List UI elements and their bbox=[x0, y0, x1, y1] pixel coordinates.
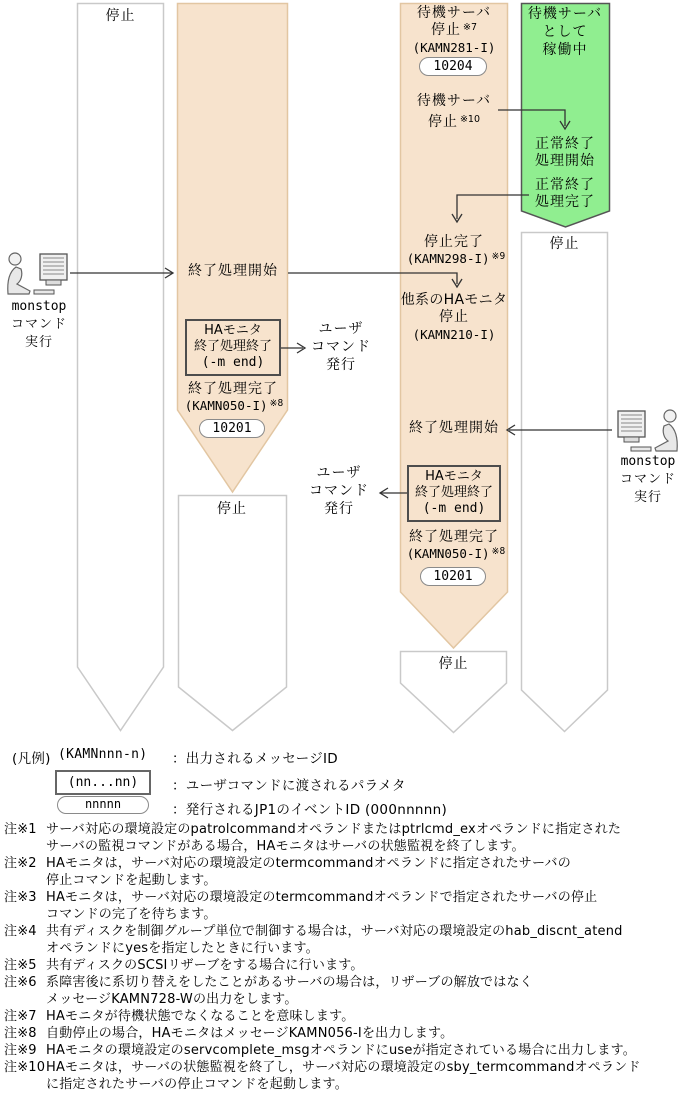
lane1-status: 停止 bbox=[105, 8, 136, 24]
lane3-user-command: ユーザ コマンド 発行 bbox=[309, 465, 369, 517]
note-row: 注※2 HAモニタは，サーバ対応の環境設定のtermcommandオペランドに指定されたサーバの bbox=[4, 856, 571, 871]
note-row: 注※6 系障害後に系切り替えをしたことがあるサーバの場合は，リザーブの解放ではなく bbox=[4, 975, 533, 990]
footnotes bbox=[4, 821, 680, 1093]
operator-right-label: monstop コマンド 実行 bbox=[619, 454, 676, 505]
lane4-status: 停止 bbox=[549, 236, 580, 252]
lane3-standby-stop-2: 待機サーバ 停止 $^{※10}$ bbox=[416, 93, 492, 130]
lane2-status-bottom: 停止 bbox=[217, 501, 247, 517]
legend-message-symbol: (KAMNnnn-n) bbox=[58, 747, 148, 762]
lane4-banner bbox=[522, 233, 608, 732]
note-row: 注※3 HAモニタは，サーバ対応の環境設定のtermcommandオペランドで指定されたサーバの停止 bbox=[4, 890, 598, 905]
legend-param-desc: ：ユーザコマンドに渡されるパラメタ bbox=[172, 778, 406, 794]
lane3-shutdown-complete: 終了処理完了 bbox=[409, 529, 499, 545]
note-row: コマンドの完了を待ちます。 bbox=[46, 907, 217, 922]
lane2-shutdown-start: 終了処理開始 bbox=[188, 263, 278, 279]
note-row: 注※9 HAモニタの環境設定のservcomplete_msgオペランドにuseが指定されている場合に出力します。 bbox=[4, 1043, 636, 1058]
lane3-message-id: (KAMN050-I) $^{※8}$ bbox=[406, 546, 506, 561]
lane3-status-bottom: 停止 bbox=[438, 656, 469, 672]
legend-param-symbol: (nn...nn) bbox=[55, 770, 151, 795]
lane3-standby-stop: 待機サーバ 停止 $^{※7}$ bbox=[416, 5, 492, 38]
note-row: 注※1 サーバ対応の環境設定のpatrolcommandオペランドまたはptrlcmd_exオペランドに指定された bbox=[4, 822, 622, 837]
note-row: メッセージKAMN728-Wの出力をします。 bbox=[46, 992, 298, 1007]
legend-event-desc: ：発行されるJP1のイベントID (000nnnnn) bbox=[172, 802, 448, 818]
note-row: 注※4 共有ディスクを制御グループ単位で制御する場合は，サーバ対応の環境設定のhab_discnt_atend bbox=[4, 924, 623, 939]
lane2-ha-end-box: HAモニタ 終了処理終了 (-m end) bbox=[185, 319, 281, 376]
normal-end-start: 正常終了 処理開始 bbox=[535, 136, 595, 169]
note-row: 注※7 HAモニタが待機状態でなくなることを意味します。 bbox=[4, 1009, 355, 1024]
lane3-stop-complete-message-id: (KAMN298-I) $^{※9}$ bbox=[406, 251, 506, 266]
lane2-shutdown-complete: 終了処理完了 bbox=[188, 381, 278, 397]
legend-message-desc: ：出力されるメッセージID bbox=[172, 751, 338, 767]
note-row: 注※5 共有ディスクのSCSIリザーブをする場合に行います。 bbox=[4, 958, 364, 973]
operator-terminal-right-icon bbox=[618, 410, 677, 451]
lane3-ha-end-box: HAモニタ 終了処理終了 (-m end) bbox=[407, 465, 501, 522]
lane3-event-id-bottom: 10201 bbox=[420, 567, 486, 586]
lane3-event-id-top: 10204 bbox=[419, 57, 487, 76]
lane1-banner bbox=[78, 4, 164, 731]
note-row: に指定されたサーバの停止コマンドを起動します。 bbox=[46, 1077, 348, 1092]
lane3-standby-message-id: (KAMN281-I) bbox=[412, 40, 496, 55]
lane2-user-command: ユーザ コマンド 発行 bbox=[311, 321, 371, 373]
lane3-stop-complete: 停止完了 bbox=[424, 234, 484, 250]
normal-end-complete: 正常終了 処理完了 bbox=[535, 177, 595, 210]
operator-left-label: monstop コマンド 実行 bbox=[10, 299, 67, 350]
note-row: 停止コマンドを起動します。 bbox=[46, 873, 217, 888]
note-row: オペランドにyesを指定したときに行います。 bbox=[46, 941, 319, 956]
lane3-other-ha-stop: 他系のHAモニタ 停止 (KAMN210-I) bbox=[400, 292, 508, 342]
operator-terminal-left-icon bbox=[8, 253, 67, 294]
standby-running-label: 待機サーバ として 稼働中 bbox=[527, 6, 603, 58]
note-row: サーバの監視コマンドがある場合，HAモニタはサーバの状態監視を終了します。 bbox=[46, 839, 525, 854]
note-row: 注※10 HAモニタは，サーバの状態監視を終了し，サーバ対応の環境設定のsby_termcommandオペランド bbox=[4, 1060, 641, 1075]
lane2-stopped-banner bbox=[179, 496, 287, 731]
lane3-shutdown-start: 終了処理開始 bbox=[409, 420, 499, 436]
legend-event-symbol: nnnnn bbox=[57, 796, 149, 814]
lane2-message-id: (KAMN050-I) $^{※8}$ bbox=[184, 398, 284, 413]
note-row: 注※8 自動停止の場合，HAモニタはメッセージKAMN056-Iを出力します。 bbox=[4, 1026, 454, 1041]
lane2-event-id: 10201 bbox=[199, 419, 265, 438]
legend-title: (凡例) bbox=[12, 751, 51, 767]
